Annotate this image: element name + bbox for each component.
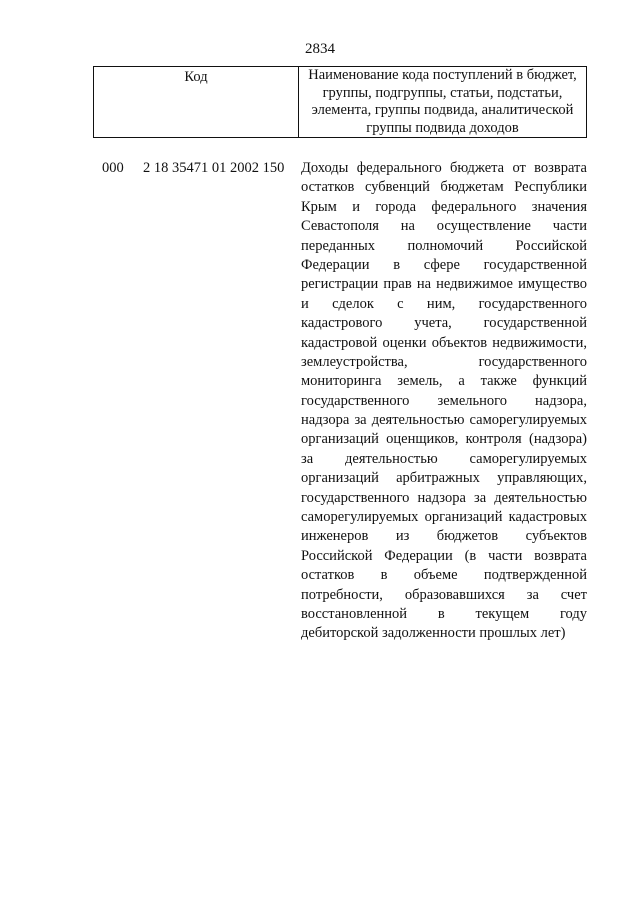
description-line: Севастополя на осуществление части — [301, 218, 587, 235]
description-line: Доходы федерального бюджета от возврата — [301, 160, 587, 176]
description-line: государственного надзора за деятельностью — [301, 489, 587, 506]
description-line: организаций оценщиков, контроля (надзора) — [301, 431, 587, 448]
description-line: Федерации в сфере государственной — [301, 256, 587, 273]
header-name-line: группы, подгруппы, статьи, подстатьи, — [322, 84, 563, 101]
header-code-cell: Код — [94, 67, 299, 137]
description-line: саморегулируемых организаций кадастровых — [301, 509, 587, 526]
page-number: 2834 — [305, 41, 335, 57]
description-line: регистрации прав на недвижимое имущество — [301, 276, 587, 293]
description-line: и сделок с ним, государственного — [301, 295, 587, 312]
description-line: надзора за деятельностью саморегулируемых — [301, 412, 587, 429]
description-line: переданных полномочий Российской — [301, 237, 587, 254]
header-name-line: элемента, группы подвида, аналитической — [311, 102, 574, 118]
description-line: инженеров из бюджетов субъектов — [301, 528, 587, 545]
description-line: Крым и города федерального значения — [301, 198, 587, 215]
description-line: мониторинга земель, а также функций — [301, 373, 587, 390]
header-name-line: Наименование кода поступлений в бюджет, — [308, 67, 577, 83]
description-line: организаций арбитражных управляющих, — [301, 470, 587, 487]
header-name-cell — [299, 67, 586, 137]
description-line: кадастрового учета, государственной — [301, 315, 587, 332]
revenue-description — [301, 159, 587, 644]
table-header — [93, 66, 587, 138]
revenue-code: 2 18 35471 01 2002 150 — [143, 160, 285, 176]
description-line: восстановленной в текущем году — [301, 605, 587, 622]
description-line: за деятельностью саморегулируемых — [301, 450, 587, 467]
description-line: землеустройства, государственного — [301, 353, 587, 370]
header-name-line: группы подвида доходов — [366, 119, 519, 136]
description-line: остатков в объеме подтвержденной — [301, 567, 587, 584]
description-line: Российской Федерации (в части возврата — [301, 547, 587, 564]
admin-code: 000 — [102, 160, 124, 176]
description-line: дебиторской задолженности прошлых лет) — [301, 625, 566, 642]
description-line: остатков субвенций бюджетам Республики — [301, 179, 587, 196]
description-line: государственного земельного надзора, — [301, 392, 587, 409]
description-line: потребности, образовавшихся за счет — [301, 586, 587, 603]
description-line: кадастровой оценки объектов недвижимости, — [301, 334, 587, 351]
